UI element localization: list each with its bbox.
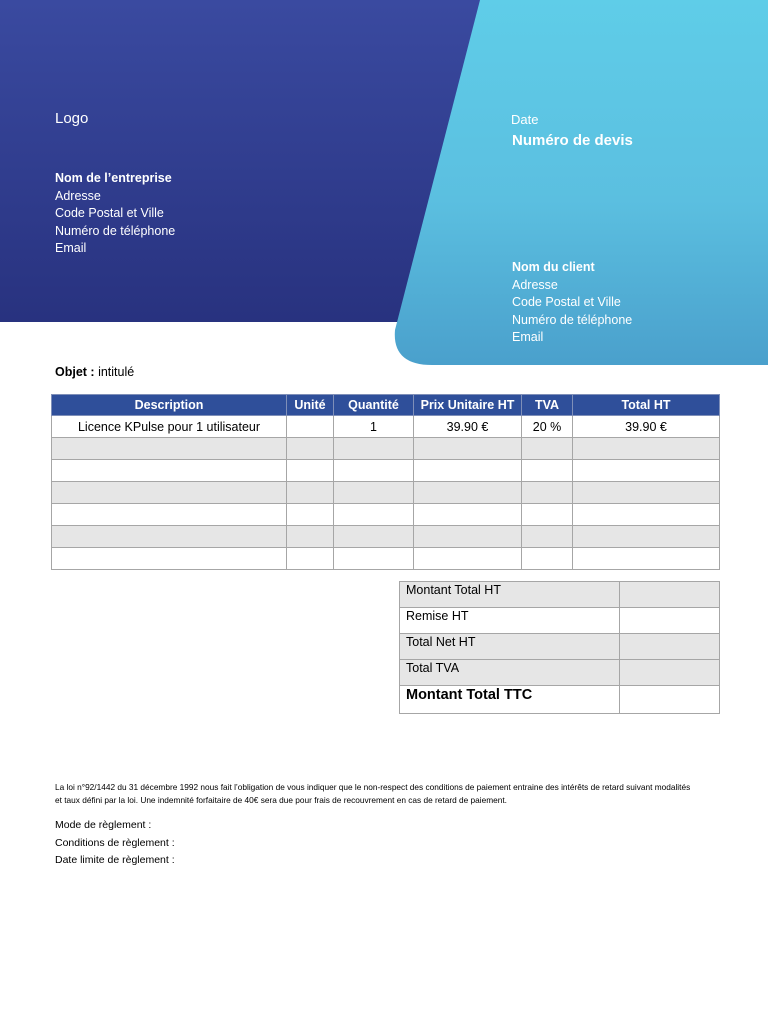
totals-row xyxy=(400,660,720,686)
total-tva-value xyxy=(620,660,720,686)
col-quantity: Quantité xyxy=(334,395,414,416)
discount-value xyxy=(620,608,720,634)
company-info xyxy=(55,170,175,258)
totals-row xyxy=(400,686,720,714)
company-postal-city: Code Postal et Ville xyxy=(55,206,164,220)
cell-quantity xyxy=(334,548,414,570)
table-row xyxy=(52,460,720,482)
cell-unit xyxy=(287,504,334,526)
cell-tva xyxy=(522,482,573,504)
table-row xyxy=(52,482,720,504)
col-total: Total HT xyxy=(573,395,720,416)
total-ttc-value xyxy=(620,686,720,714)
cell-description xyxy=(52,438,287,460)
cell-description xyxy=(52,482,287,504)
cell-unit xyxy=(287,548,334,570)
col-tva: TVA xyxy=(522,395,573,416)
discount-label: Remise HT xyxy=(400,608,620,634)
items-table xyxy=(51,394,720,570)
cell-unit xyxy=(287,416,334,438)
net-ht-label: Total Net HT xyxy=(400,634,620,660)
cell-description: Licence KPulse pour 1 utilisateur xyxy=(52,416,287,438)
cell-tva xyxy=(522,460,573,482)
legal-notice: La loi n°92/1442 du 31 décembre 1992 nous fait l’obligation de vous indiquer que le non-respect des conditions de paiement entraine des intérêts de retard suivant modalités et taux défini par la loi. Une indemnité forfaitaire de 40€ sera due pour frais de recouvrement en cas de retard de paiement. xyxy=(55,782,691,805)
cell-tva xyxy=(522,548,573,570)
cell-quantity xyxy=(334,460,414,482)
cell-quantity xyxy=(334,438,414,460)
client-address: Adresse xyxy=(512,277,558,292)
col-unit: Unité xyxy=(287,395,334,416)
cell-tva xyxy=(522,504,573,526)
payment-due-date: Date limite de règlement : xyxy=(55,854,175,866)
cell-tva xyxy=(522,438,573,460)
cell-total: 39.90 € xyxy=(573,416,720,438)
totals-row xyxy=(400,634,720,660)
cell-quantity xyxy=(334,526,414,548)
object-label: Objet : xyxy=(55,365,95,379)
cell-unit-price: 39.90 € xyxy=(414,416,522,438)
client-name: Nom du client xyxy=(512,260,595,274)
cell-description xyxy=(52,548,287,570)
cell-unit-price xyxy=(414,504,522,526)
total-ht-label: Montant Total HT xyxy=(400,582,620,608)
company-phone: Numéro de téléphone xyxy=(55,223,176,238)
quote-date: Date xyxy=(511,112,539,127)
cell-unit xyxy=(287,482,334,504)
cell-total xyxy=(573,504,720,526)
col-description: Description xyxy=(52,395,287,416)
object-value: intitulé xyxy=(98,365,135,379)
items-table-header xyxy=(52,395,720,416)
cell-unit-price xyxy=(414,548,522,570)
totals-row xyxy=(400,582,720,608)
quote-number: Numéro de devis xyxy=(512,132,633,149)
cell-description xyxy=(52,526,287,548)
net-ht-value xyxy=(620,634,720,660)
cell-total xyxy=(573,438,720,460)
cell-description xyxy=(52,460,287,482)
quote-object xyxy=(55,365,134,379)
company-address: Adresse xyxy=(55,188,101,203)
table-row xyxy=(52,416,720,438)
totals-row xyxy=(400,608,720,634)
company-logo: Logo xyxy=(55,110,89,127)
total-ht-value xyxy=(620,582,720,608)
total-tva-label: Total TVA xyxy=(400,660,620,686)
total-ttc-label: Montant Total TTC xyxy=(400,686,620,714)
cell-quantity xyxy=(334,504,414,526)
cell-tva xyxy=(522,526,573,548)
totals-table xyxy=(399,581,720,714)
cell-unit xyxy=(287,438,334,460)
table-row xyxy=(52,548,720,570)
cell-total xyxy=(573,526,720,548)
table-row xyxy=(52,438,720,460)
cell-quantity xyxy=(334,482,414,504)
payment-conditions: Conditions de règlement : xyxy=(55,836,175,849)
table-row xyxy=(52,526,720,548)
payment-mode: Mode de règlement : xyxy=(55,819,152,831)
cell-description xyxy=(52,504,287,526)
payment-terms xyxy=(55,817,175,870)
col-unit-price: Prix Unitaire HT xyxy=(414,395,522,416)
cell-unit-price xyxy=(414,482,522,504)
cell-total xyxy=(573,460,720,482)
cell-unit-price xyxy=(414,460,522,482)
cell-unit-price xyxy=(414,438,522,460)
cell-quantity: 1 xyxy=(334,416,414,438)
client-email: Email xyxy=(512,330,544,344)
company-email: Email xyxy=(55,241,87,255)
cell-unit xyxy=(287,460,334,482)
client-postal-city: Code Postal et Ville xyxy=(512,295,621,309)
cell-unit xyxy=(287,526,334,548)
client-phone: Numéro de téléphone xyxy=(512,312,633,327)
cell-total xyxy=(573,548,720,570)
cell-total xyxy=(573,482,720,504)
company-name: Nom de l’entreprise xyxy=(55,171,172,185)
table-row xyxy=(52,504,720,526)
client-info xyxy=(512,259,632,347)
cell-tva: 20 % xyxy=(522,416,573,438)
cell-unit-price xyxy=(414,526,522,548)
